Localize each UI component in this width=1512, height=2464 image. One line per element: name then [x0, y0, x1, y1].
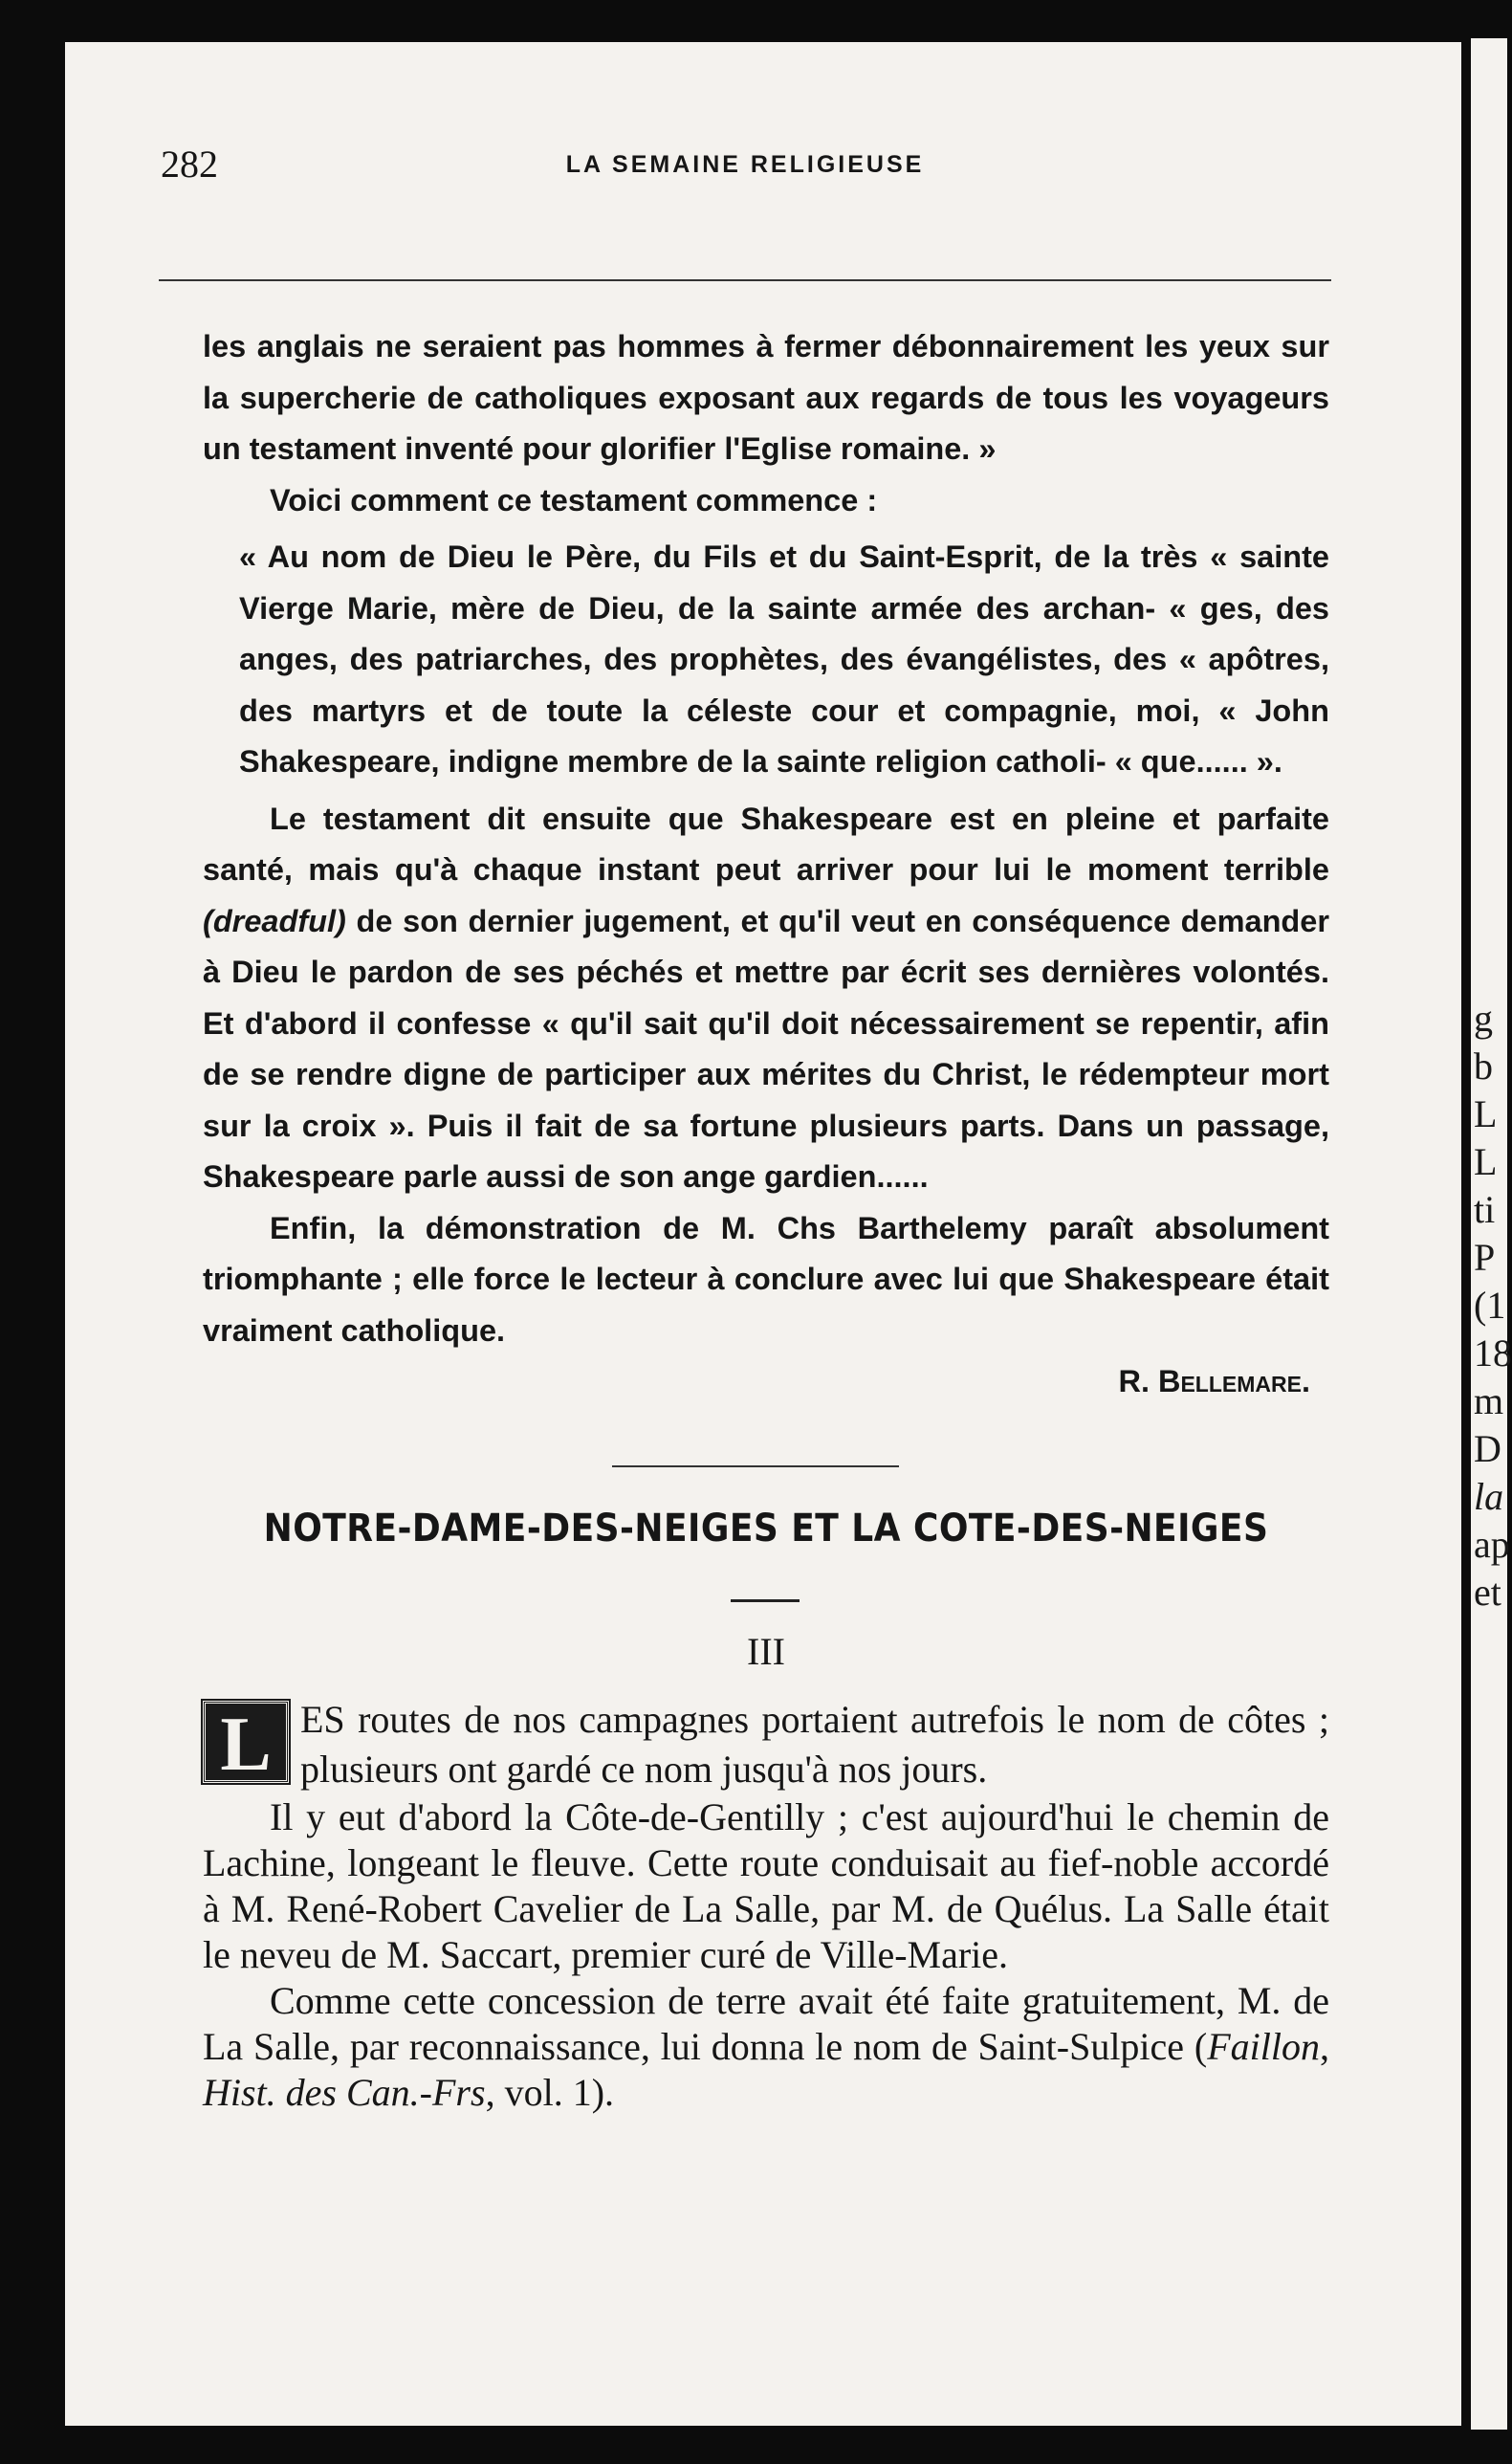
author-citation: Faillon: [1207, 2025, 1320, 2068]
paragraph: les anglais ne seraient pas hommes à fermer débonnairement les yeux sur la supercherie de catholiques exposant aux regards de tous les voyageurs un testament inventé pour glorifier l'Eglise romaine. »: [203, 329, 1329, 466]
chapter-numeral: III: [747, 1630, 785, 1673]
fragment: D: [1474, 1427, 1501, 1470]
paragraph: Enfin, la démonstration de M. Chs Barthelemy paraît absolument triomphante ; elle force le lecteur à conclure avec lui que Shakespeare était vraiment catholique.: [203, 1210, 1329, 1348]
paragraph: Voici comment ce testament commence :: [270, 482, 878, 517]
fragment: la: [1474, 1475, 1504, 1518]
block-quote: « Au nom de Dieu le Père, du Fils et du Saint-Esprit, de la très « sainte Vierge Marie, mère de Dieu, de la sainte armée des archan- « ges, des anges, des patriarches, des prophètes, des évangélistes, des « apôtres, des martyrs et de toute la céleste cour et compagnie, moi, « John Shakespeare, indigne membre de la sainte religion catholi- « que...... ».: [239, 539, 1329, 779]
text: de son dernier jugement, et qu'il veut en conséquence demander à Dieu le pardon de ses péchés et mettre par écrit ses dernières volontés. Et d'abord il confesse « qu'il sait qu'il doit nécessairement se repentir, afin de se rendre digne de participer aux mérites du Christ, le rédempteur mort sur la croix ». Puis il fait de sa fortune plusieurs parts. Dans un passage, Shakespeare parle aussi de son ange gardien......: [203, 903, 1330, 1194]
running-head: [161, 142, 1329, 189]
fragment: P: [1474, 1236, 1496, 1279]
text: Comme cette concession de terre avait été faite gratuitement, M. de La Salle, par reconnaissance, lui donna le nom de Saint-Sulpice (: [203, 1979, 1329, 2068]
heading-rule: [731, 1599, 800, 1602]
work-citation: Hist. des Can.-Frs: [203, 2071, 486, 2114]
text: ,: [1320, 2025, 1329, 2068]
paragraph: Il y eut d'abord la Côte-de-Gentilly ; c'est aujourd'hui le chemin de Lachine, longeant le fleuve. Cette route conduisait au fief-noble accordé à M. René-Robert Cavelier de La Salle, par M. de Quélus. La Salle était le neveu de M. Saccart, premier curé de Ville-Marie.: [203, 1795, 1329, 1976]
fragment: m: [1474, 1379, 1504, 1422]
author-signature: R. Bellemare.: [1118, 1364, 1310, 1398]
fragment: 18: [1474, 1331, 1512, 1375]
fragment: (1: [1474, 1284, 1506, 1327]
journal-title: LA SEMAINE RELIGIEUSE: [565, 151, 925, 178]
header-rule: [159, 279, 1331, 281]
article-body: [203, 321, 1329, 1408]
paragraph: [203, 1978, 1329, 2116]
text: Le testament dit ensuite que Shakespeare est en pleine et parfaite santé, mais qu'à chaque instant peut arriver pour lui le moment terrible: [203, 801, 1329, 887]
chapter-heading: NOTRE-DAME-DES-NEIGES ET LA COTE-DES-NEIGES: [263, 1507, 1269, 1551]
fragment: b: [1474, 1045, 1493, 1088]
emphasis: (dreadful): [203, 903, 346, 938]
fragment: L: [1474, 1140, 1498, 1183]
fragment: et: [1474, 1571, 1501, 1614]
section-divider: [612, 1465, 899, 1467]
adjacent-page-edge: [1471, 38, 1512, 2430]
drop-cap: L: [203, 1701, 289, 1783]
text: , vol. 1).: [485, 2071, 615, 2114]
paragraph: [203, 1695, 1329, 1794]
fragment: g: [1474, 997, 1493, 1040]
fragment: ti: [1474, 1188, 1496, 1231]
chapter-body: [203, 1695, 1329, 2116]
text: ES routes de nos campagnes portaient autrefois le nom de côtes ; plusieurs ont gardé ce nom jusqu'à nos jours.: [300, 1698, 1329, 1791]
fragment: ap: [1474, 1523, 1510, 1566]
page-number: 282: [161, 143, 218, 186]
fragment: L: [1474, 1092, 1498, 1135]
paragraph: [203, 794, 1329, 1203]
